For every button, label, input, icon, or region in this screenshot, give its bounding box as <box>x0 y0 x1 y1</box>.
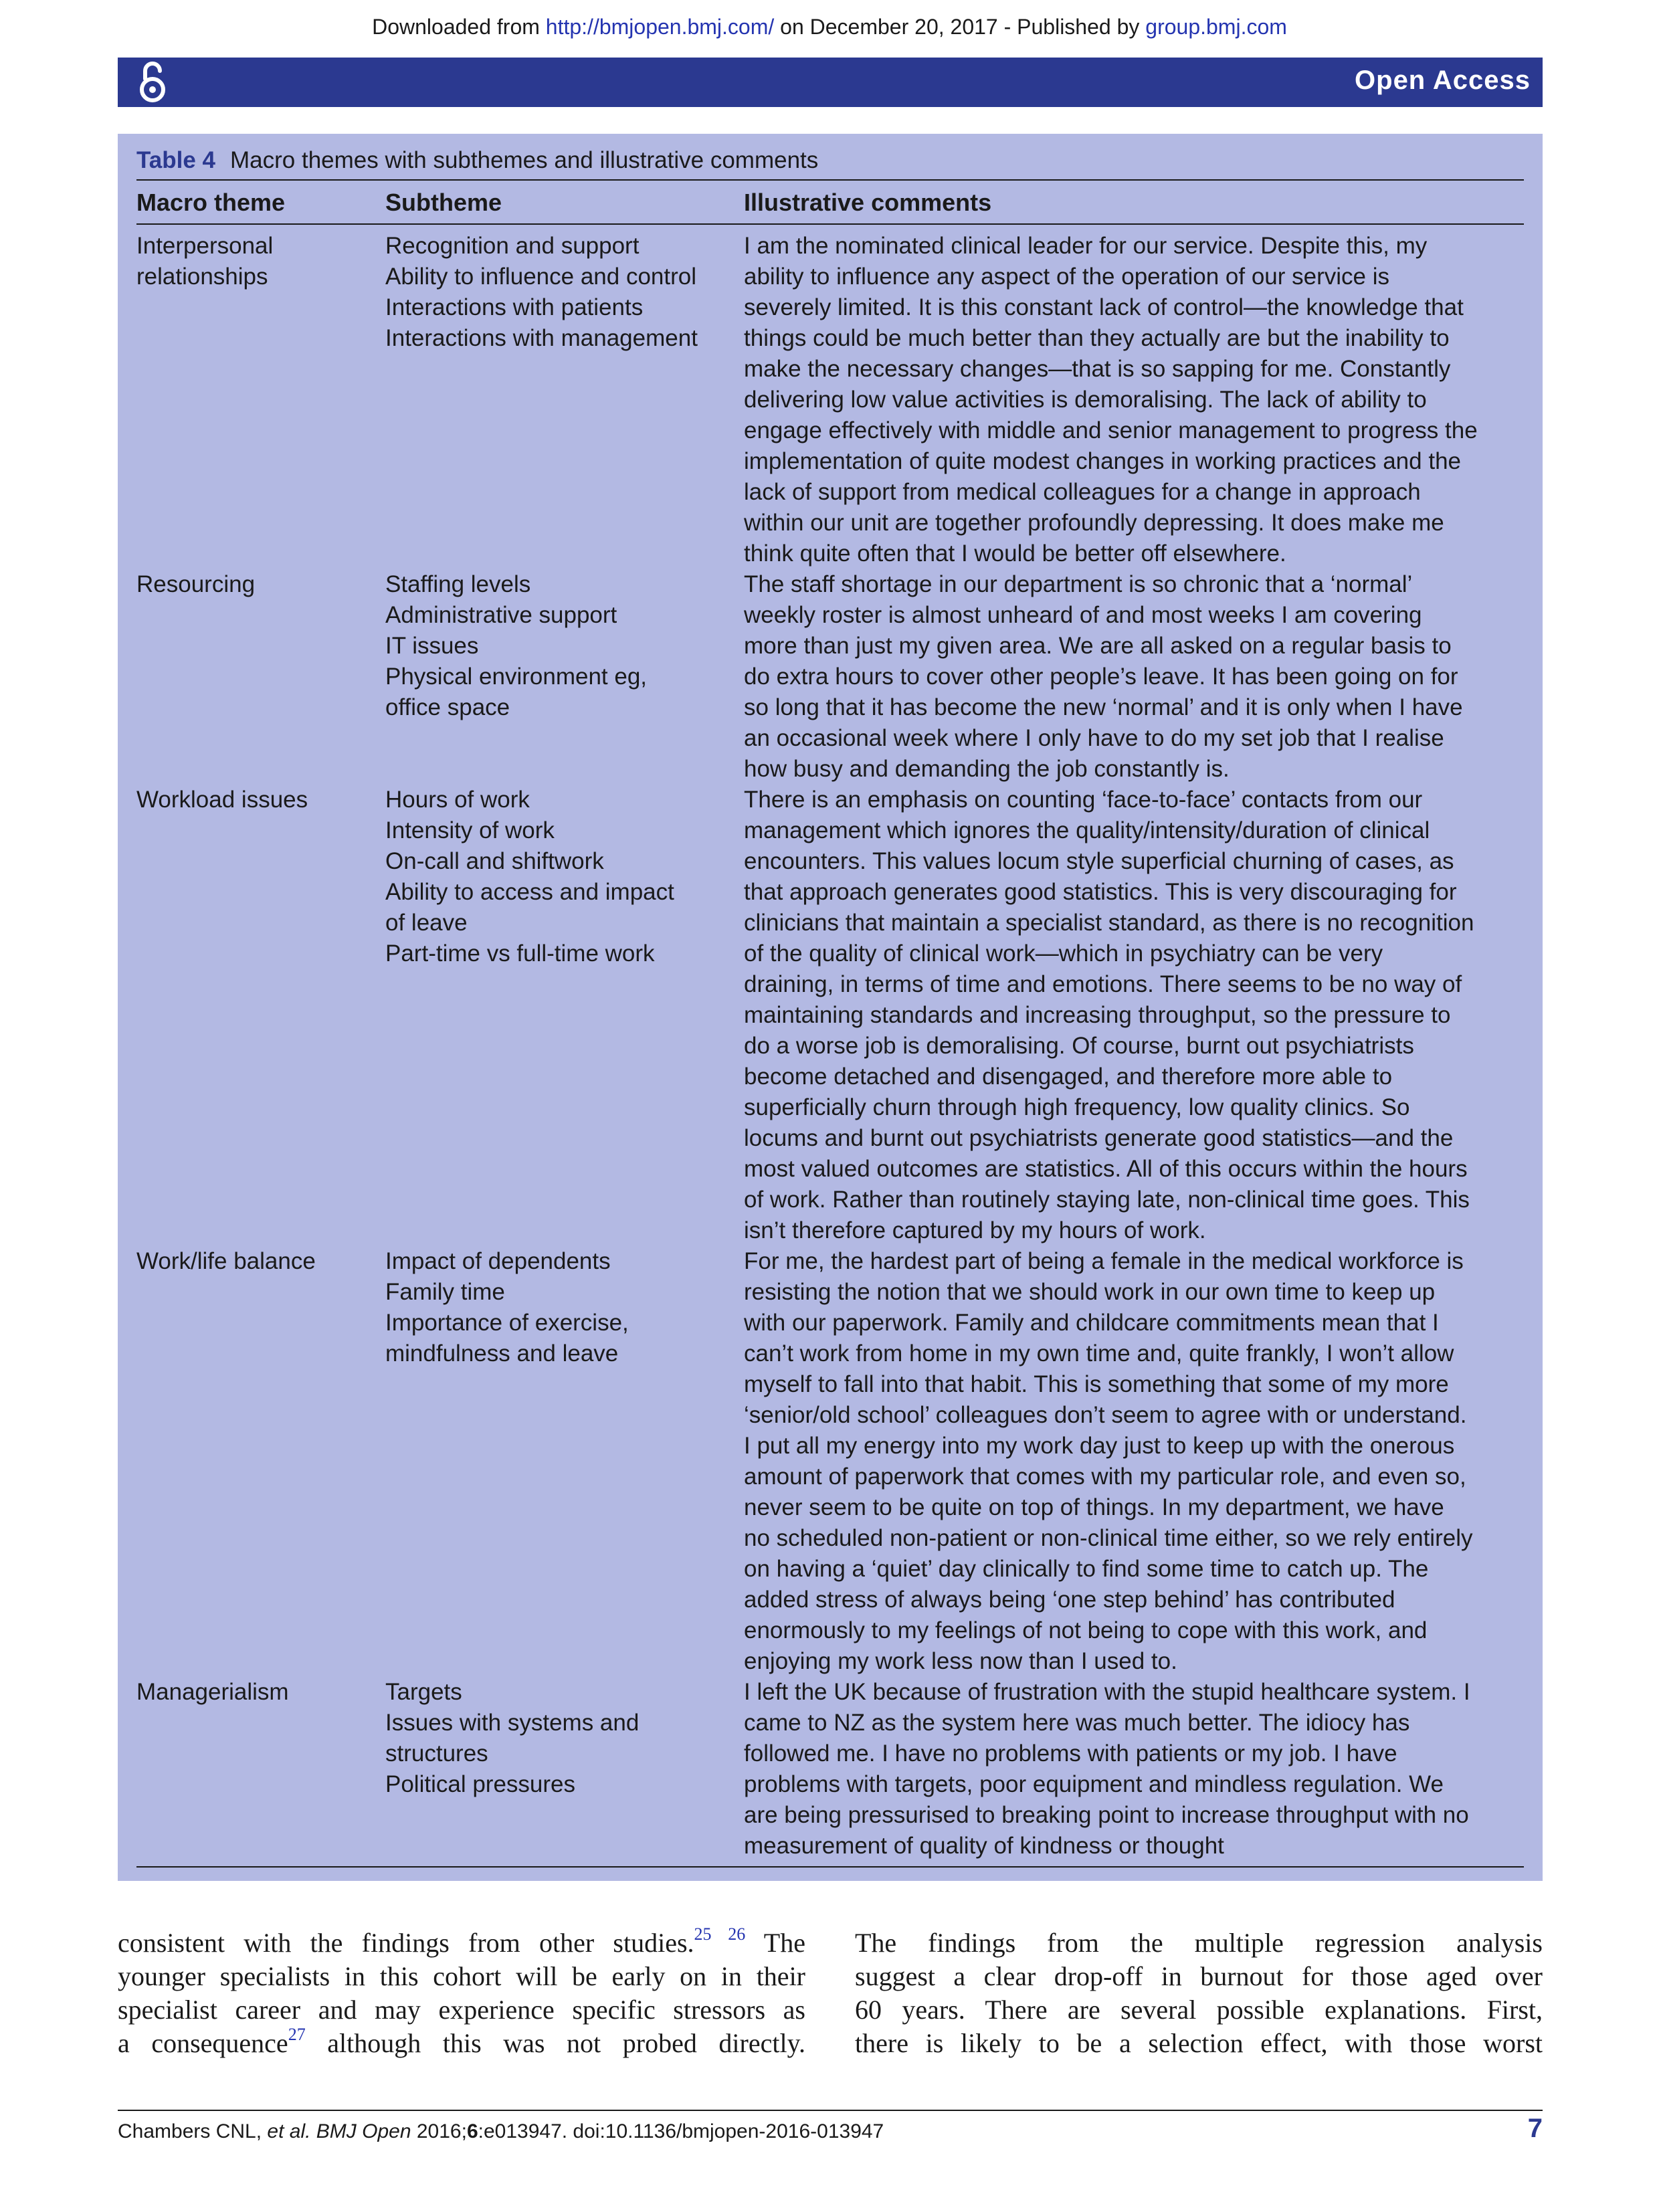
cell-line: Ability to access and impact <box>385 879 674 905</box>
cell-line: enormously to my feelings of not being to cope with this work, and <box>744 1617 1428 1643</box>
cell-line: For me, the hardest part of being a female in the medical workforce is <box>744 1248 1464 1274</box>
cell-line: I left the UK because of frustration with the stupid healthcare system. I <box>744 1679 1470 1705</box>
cell-line: engage effectively with middle and senior management to progress the <box>744 417 1478 443</box>
cell-line: Issues with systems and <box>385 1710 640 1736</box>
cell-line: are being pressurised to breaking point to increase throughput with no <box>744 1802 1469 1828</box>
subtheme-cell <box>385 1246 629 1369</box>
table-bottom-rule <box>136 1866 1524 1868</box>
cell-line: clinicians that maintain a specialist standard, as there is no recognition <box>744 910 1474 936</box>
table-top-rule <box>136 179 1524 181</box>
comment-cell <box>744 231 1478 569</box>
table-caption <box>136 147 818 174</box>
cell-line: problems with targets, poor equipment and mindless regulation. We <box>744 1771 1444 1797</box>
comment-cell <box>744 1246 1472 1677</box>
cell-line: I am the nominated clinical leader for our service. Despite this, my <box>744 233 1428 259</box>
cell-line: within our unit are together profoundly depressing. It does make me <box>744 510 1444 536</box>
macro-theme-cell <box>136 1677 289 1708</box>
cell-line: draining, in terms of time and emotions. There seems to be no way of <box>744 971 1462 997</box>
cell-line: enjoying my work less now than I used to. <box>744 1648 1177 1674</box>
cell-line: become detached and disengaged, and therefore more able to <box>744 1064 1393 1090</box>
header-subtheme: Subtheme <box>385 189 502 216</box>
cell-line: amount of paperwork that comes with my particular role, and even so, <box>744 1464 1466 1490</box>
cell-line: never seem to be quite on top of things. In my department, we have <box>744 1494 1444 1520</box>
cell-line: encounters. This values locum style superficial churning of cases, as <box>744 848 1454 874</box>
cell-line: superficially churn through high frequency, low quality clinics. So <box>744 1094 1410 1120</box>
cell-line: Work/life balance <box>136 1248 316 1274</box>
header-macro-theme: Macro theme <box>136 189 286 216</box>
cell-line: Interpersonal <box>136 233 274 259</box>
macro-theme-cell <box>136 569 255 600</box>
cell-line: of the quality of clinical work—which in psychiatry can be very <box>744 940 1383 967</box>
subtheme-cell <box>385 1677 639 1800</box>
table-number: Table 4 <box>136 147 216 173</box>
cell-line: Administrative support <box>385 602 617 628</box>
cell-line: things could be much better than they actually are but the inability to <box>744 325 1450 351</box>
cell-line: Interactions with management <box>385 325 698 351</box>
body-column-right <box>855 1926 1543 2060</box>
reference-27[interactable]: 27 <box>288 2025 306 2044</box>
macro-theme-cell <box>136 1246 316 1277</box>
cell-line: do extra hours to cover other people’s leave. It has been going on for <box>744 664 1458 690</box>
header-illustrative-comments: Illustrative comments <box>744 189 992 216</box>
cell-line: Intensity of work <box>385 817 555 843</box>
body-line: younger specialists in this cohort will be early on in their <box>118 1961 805 1991</box>
table-header-rule <box>136 223 1524 225</box>
body-line: a consequence$^{27}$ although this was not probed directly. <box>118 2025 805 2058</box>
body-line: The findings from the multiple regression analysis <box>855 1928 1543 1958</box>
cell-line: of work. Rather than routinely staying late, non-clinical time goes. This <box>744 1187 1470 1213</box>
body-line: 60 years. There are several possible explanations. First, <box>855 1995 1543 2025</box>
cell-line: can’t work from home in my own time and, quite frankly, I won’t allow <box>744 1340 1454 1367</box>
open-access-label: Open Access <box>1355 66 1531 95</box>
open-access-lock-icon <box>136 62 169 103</box>
subtheme-cell <box>385 785 674 969</box>
cell-line: more than just my given area. We are all asked on a regular basis to <box>744 633 1452 659</box>
cell-line: so long that it has become the new ‘normal’ and it is only when I have <box>744 694 1463 720</box>
download-prefix: Downloaded from <box>372 15 546 39</box>
cell-line: weekly roster is almost unheard of and most weeks I am covering <box>744 602 1422 628</box>
cell-line: Hours of work <box>385 787 530 813</box>
cell-line: Ability to influence and control <box>385 264 696 290</box>
cell-line: with our paperwork. Family and childcare commitments mean that I <box>744 1310 1439 1336</box>
journal-header-bar <box>118 58 1543 107</box>
download-line <box>0 15 1659 39</box>
cell-line: no scheduled non-patient or non-clinical time either, so we rely entirely <box>744 1525 1473 1551</box>
cell-line: most valued outcomes are statistics. All of this occurs within the hours <box>744 1156 1468 1182</box>
cell-line: isn’t therefore captured by my hours of work. <box>744 1217 1206 1243</box>
reference-25-26[interactable]: 25 26 <box>694 1924 746 1944</box>
body-line: suggest a clear drop-off in burnout for those aged over <box>855 1961 1543 1991</box>
cell-line: came to NZ as the system here was much better. The idiocy has <box>744 1710 1410 1736</box>
cell-line: Targets <box>385 1679 462 1705</box>
cell-line: severely limited. It is this constant lack of control—the knowledge that <box>744 294 1464 320</box>
cell-line: Political pressures <box>385 1771 575 1797</box>
download-middle: on December 20, 2017 - Published by <box>774 15 1146 39</box>
cell-line: The staff shortage in our department is so chronic that a ‘normal’ <box>744 571 1413 597</box>
cell-line: do a worse job is demoralising. Of course, burnt out psychiatrists <box>744 1033 1414 1059</box>
cell-line: management which ignores the quality/intensity/duration of clinical <box>744 817 1430 843</box>
cell-line: on having a ‘quiet’ day clinically to find some time to catch up. The <box>744 1556 1429 1582</box>
body-line: specialist career and may experience specific stressors as <box>118 1995 805 2025</box>
cell-line: lack of support from medical colleagues for a change in approach <box>744 479 1421 505</box>
footer-rule <box>118 2110 1543 2111</box>
cell-line: make the necessary changes—that is so sapping for me. Constantly <box>744 356 1451 382</box>
cell-line: Impact of dependents <box>385 1248 611 1274</box>
body-line: there is likely to be a selection effect, with those worst <box>855 2028 1543 2058</box>
cell-line: of leave <box>385 910 468 936</box>
cell-line: locums and burnt out psychiatrists generate good statistics—and the <box>744 1125 1454 1151</box>
cell-line: I put all my energy into my work day just to keep up with the onerous <box>744 1433 1455 1459</box>
cell-line: Family time <box>385 1279 505 1305</box>
cell-line: maintaining standards and increasing throughput, so the pressure to <box>744 1002 1451 1028</box>
cell-line: followed me. I have no problems with patients or my job. I have <box>744 1740 1397 1767</box>
cell-line: added stress of always being ‘one step behind’ has contributed <box>744 1587 1395 1613</box>
comment-cell <box>744 785 1474 1246</box>
cell-line: mindfulness and leave <box>385 1340 619 1367</box>
macro-theme-cell <box>136 231 273 292</box>
cell-line: Physical environment eg, <box>385 664 648 690</box>
comment-cell <box>744 569 1463 785</box>
cell-line: structures <box>385 1740 488 1767</box>
table-caption-text: Macro themes with subthemes and illustrative comments <box>230 147 819 173</box>
comment-cell <box>744 1677 1470 1862</box>
cell-line: Staffing levels <box>385 571 531 597</box>
publisher-link[interactable]: group.bmj.com <box>1145 15 1287 39</box>
body-line: consistent with the findings from other studies.$^{25 26}$ The <box>118 1924 805 1958</box>
cell-line: implementation of quite modest changes in working practices and the <box>744 448 1461 474</box>
cell-line: Managerialism <box>136 1679 289 1705</box>
footer-citation: Chambers CNL, et al. BMJ Open 2016;6:e013947. doi:10.1136/bmjopen-2016-013947 <box>118 2120 884 2142</box>
cell-line: resisting the notion that we should work in our own time to keep up <box>744 1279 1436 1305</box>
cell-line: Importance of exercise, <box>385 1310 629 1336</box>
cell-line: On-call and shiftwork <box>385 848 604 874</box>
cell-line: relationships <box>136 264 268 290</box>
cell-line: an occasional week where I only have to do my set job that I realise <box>744 725 1444 751</box>
cell-line: that approach generates good statistics. This is very discouraging for <box>744 879 1457 905</box>
cell-line: IT issues <box>385 633 479 659</box>
cell-line: measurement of quality of kindness or thought <box>744 1833 1224 1859</box>
cell-line: myself to fall into that habit. This is something that some of my more <box>744 1371 1449 1397</box>
subtheme-cell <box>385 569 647 723</box>
subtheme-cell <box>385 231 698 354</box>
cell-line: ability to influence any aspect of the operation of our service is <box>744 264 1389 290</box>
cell-line: office space <box>385 694 510 720</box>
cell-line: Workload issues <box>136 787 308 813</box>
table-4-panel <box>118 134 1543 1881</box>
cell-line: ‘senior/old school’ colleagues don’t seem to agree with or understand. <box>744 1402 1467 1428</box>
cell-line: think quite often that I would be better off elsewhere. <box>744 540 1286 567</box>
cell-line: Recognition and support <box>385 233 640 259</box>
cell-line: Interactions with patients <box>385 294 644 320</box>
cell-line: Part-time vs full-time work <box>385 940 655 967</box>
cell-line: delivering low value activities is demoralising. The lack of ability to <box>744 387 1427 413</box>
page-number: 7 <box>1527 2114 1543 2143</box>
bmjopen-link[interactable]: http://bmjopen.bmj.com/ <box>545 15 775 39</box>
cell-line: Resourcing <box>136 571 256 597</box>
macro-theme-cell <box>136 785 308 815</box>
cell-line: how busy and demanding the job constantly is. <box>744 756 1230 782</box>
body-column-left <box>118 1926 805 2060</box>
cell-line: There is an emphasis on counting ‘face-to-face’ contacts from our <box>744 787 1423 813</box>
